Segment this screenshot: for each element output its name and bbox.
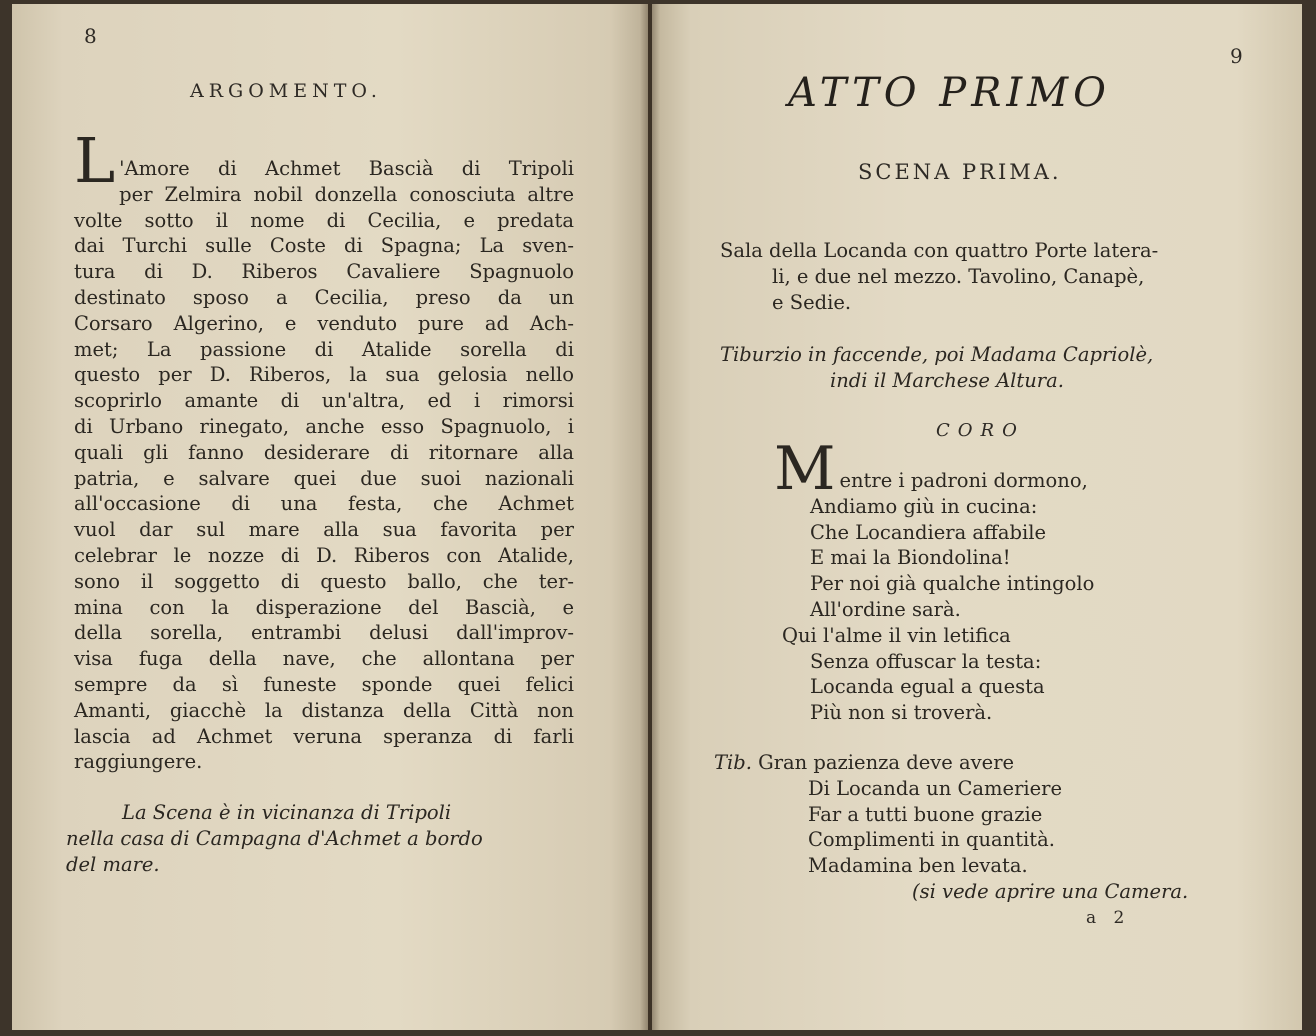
right-page-number: 9 xyxy=(1230,44,1243,68)
argument-line: sono il soggetto di questo ballo, che ter- xyxy=(74,569,574,593)
setting-line: li, e due nel mezzo. Tavolino, Canapè, xyxy=(772,264,1145,288)
argument-line: destinato sposo a Cecilia, preso da un xyxy=(74,285,574,309)
chorus-label: CORO xyxy=(936,420,1025,441)
argument-line: 'Amore di Achmet Bascià di Tripoli xyxy=(119,157,574,180)
argument-line: Amanti, giacchè la distanza della Città non xyxy=(74,698,574,722)
setting-line: e Sedie. xyxy=(772,290,852,314)
argument-line: all'occasione di una festa, che Achmet xyxy=(74,492,574,516)
chorus-line: Locanda egual a questa xyxy=(810,675,1045,699)
argument-line: scoprirlo amante di un'altra, ed i rimorsi xyxy=(74,389,574,413)
chorus-line: All'ordine sarà. xyxy=(810,597,961,621)
chorus-verse xyxy=(774,434,1194,726)
act-title: ATTO PRIMO xyxy=(788,70,1111,116)
argument-line: quali gli fanno desiderare di ritornare alla xyxy=(74,440,574,464)
argument-line: della sorella, entrambi delusi dall'improv- xyxy=(74,621,574,645)
chorus-line: Senza offuscar la testa: xyxy=(810,649,1042,673)
argument-line: volte sotto il nome di Cecilia, e predata xyxy=(74,208,574,232)
dialogue-text: Gran pazienza deve avere xyxy=(758,751,1015,774)
characters-list xyxy=(720,342,1250,394)
argument-line: per Zelmira nobil donzella conosciuta altre xyxy=(119,182,574,206)
argument-text xyxy=(74,124,574,775)
argument-line: tura di D. Riberos Cavaliere Spagnuolo xyxy=(74,260,574,284)
dialogue-line: Di Locanda un Cameriere xyxy=(808,776,1063,800)
chorus-line: entre i padroni dormono, xyxy=(839,469,1088,492)
argument-heading: ARGOMENTO. xyxy=(190,80,382,102)
argument-line: celebrar le nozze di D. Riberos con Atalide, xyxy=(74,543,574,567)
chorus-line: E mai la Biondolina! xyxy=(810,546,1011,570)
signature-mark: a 2 xyxy=(1086,908,1131,928)
scene-note-line: nella casa di Campagna d'Achmet a bordo xyxy=(66,826,483,850)
argument-line: patria, e salvare quei due suoi nazionali xyxy=(74,466,574,490)
characters-line: indi il Marchese Altura. xyxy=(830,368,1064,392)
characters-line: Tiburzio in faccende, poi Madama Capriolè, xyxy=(720,343,1154,366)
setting-line: Sala della Locanda con quattro Porte latera- xyxy=(720,239,1159,262)
argument-line: met; La passione di Atalide sorella di xyxy=(74,337,574,361)
stage-direction: (si vede aprire una Camera. xyxy=(912,879,1189,903)
argument-line: vuol dar sul mare alla sua favorita per xyxy=(74,518,574,542)
chorus-line: Che Locandiera affabile xyxy=(810,520,1047,544)
dialogue-block xyxy=(714,750,1254,905)
scene-note-line: La Scena è in vicinanza di Tripoli xyxy=(122,801,452,824)
scene-note-line: del mare. xyxy=(66,852,160,876)
argument-line: dai Turchi sulle Coste di Spagna; La sven- xyxy=(74,234,574,258)
speaker-name: Tib. xyxy=(714,751,752,774)
argument-line: visa fuga della nave, che allontana per xyxy=(74,647,574,671)
argument-line: questo per D. Riberos, la sua gelosia nello xyxy=(74,363,574,387)
chorus-line: Più non si troverà. xyxy=(810,701,993,725)
argument-line: raggiungere. xyxy=(74,750,203,774)
left-page-number: 8 xyxy=(84,24,97,48)
argument-dropcap: L xyxy=(74,124,116,197)
dialogue-line: Complimenti in quantità. xyxy=(808,828,1055,852)
argument-line: di Urbano rinegato, anche esso Spagnuolo, i xyxy=(74,414,574,438)
argument-line: mina con la disperazione del Bascià, e xyxy=(74,595,574,619)
chorus-line: Andiamo giù in cucina: xyxy=(810,494,1038,518)
book-gutter xyxy=(640,4,660,1030)
chorus-line: Qui l'alme il vin letifica xyxy=(782,623,1011,647)
chorus-dropcap: M xyxy=(774,434,836,504)
argument-line: lascia ad Achmet veruna speranza di farli xyxy=(74,724,574,748)
dialogue-line: Far a tutti buone grazie xyxy=(808,802,1043,826)
argument-line: Corsaro Algerino, e venduto pure ad Ach- xyxy=(74,311,574,335)
dialogue-line xyxy=(714,750,1254,776)
chorus-line: Per noi già qualche intingolo xyxy=(810,572,1095,596)
argument-line: sempre da sì funeste sponde quei felici xyxy=(74,672,574,696)
setting-description xyxy=(720,238,1250,315)
dialogue-line: Madamina ben levata. xyxy=(808,854,1028,878)
scene-location-note xyxy=(66,800,566,877)
scene-title: SCENA PRIMA. xyxy=(858,160,1062,184)
